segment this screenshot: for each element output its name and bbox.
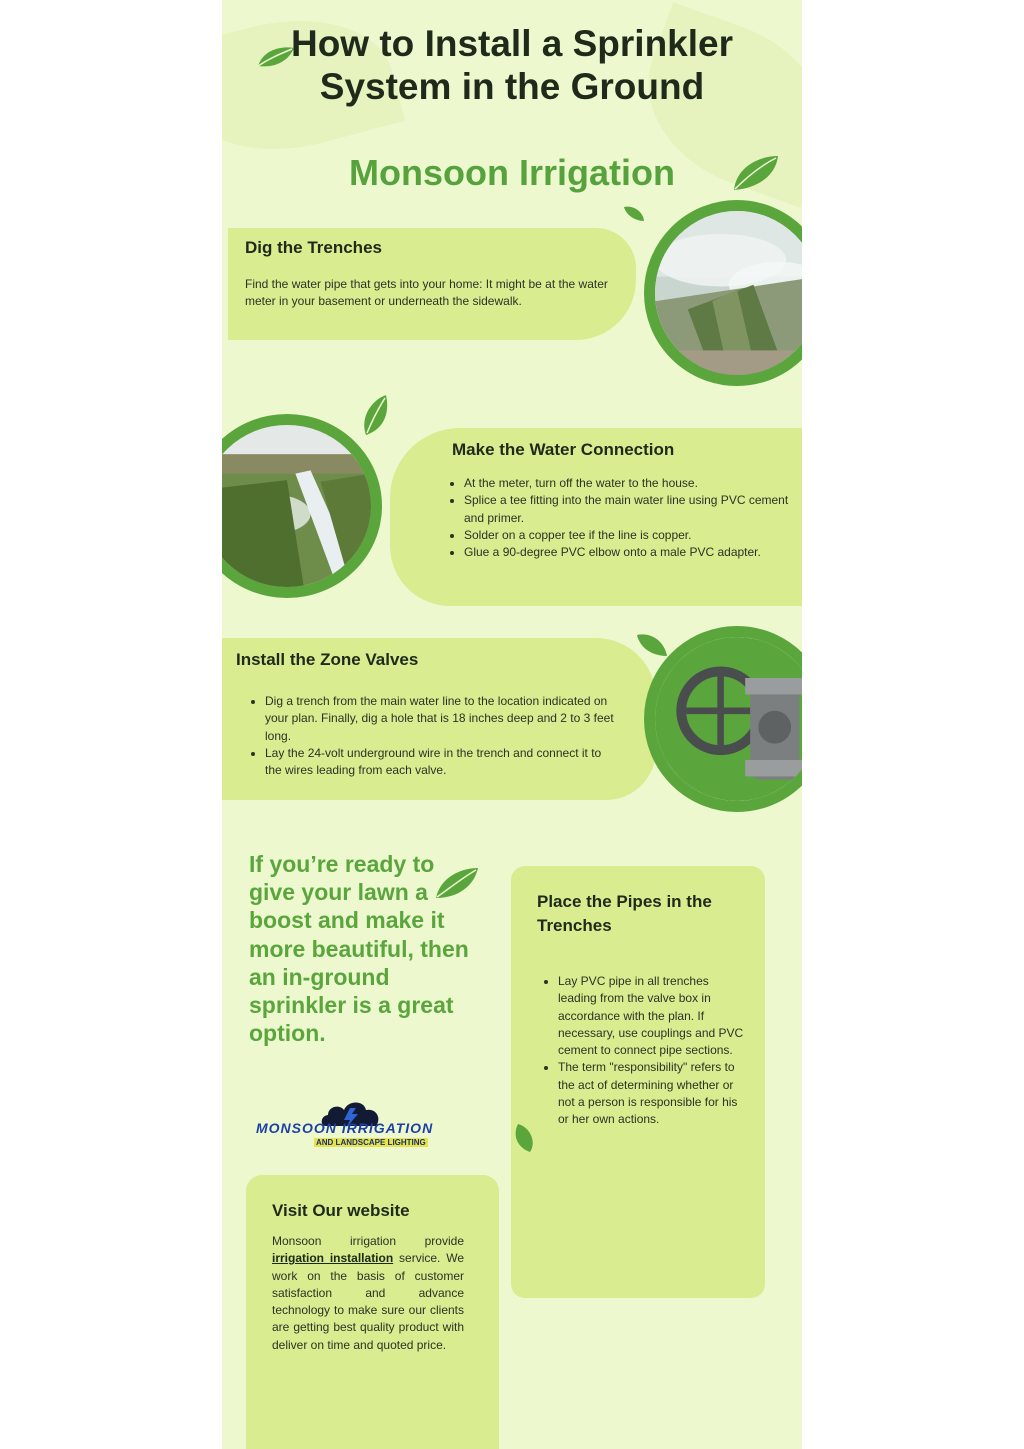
step-zone-valves-panel <box>222 638 656 800</box>
bullet-item: • Dig a trench from the main water line to the location indicated on your plan. Finally, dig a hole that is 18 inches deep and 2 to 3 feet long. <box>265 693 615 745</box>
website-body <box>272 1233 464 1354</box>
step-body: Find the water pipe that gets into your home: It might be at the water meter in your basement or underneath the sidewalk. <box>245 277 608 309</box>
brand-name: Monsoon Irrigation <box>349 152 675 193</box>
promo-text: If you’re ready to give your lawn a boost and make it more beautiful, then an in-ground sprinkler is a great option. <box>249 851 469 1047</box>
website-body-text: service. We work on the basis of customer satisfaction and advance technology to make sure our clients are getting best quality product with deliver on time and quoted price. <box>272 1251 464 1352</box>
website-body-text: Monsoon irrigation provide <box>272 1234 464 1248</box>
page-title <box>222 22 802 108</box>
step-heading: Dig the Trenches <box>245 238 382 257</box>
leaf-icon <box>434 866 480 900</box>
bullet-item: • Lay PVC pipe in all trenches leading from the valve box in accordance with the plan. If necessary, use couplings and PVC cement to connect pipe sections. <box>558 973 744 1059</box>
step-heading: Make the Water Connection <box>452 440 675 459</box>
logo-tagline: AND LANDSCAPE LIGHTING <box>316 1138 426 1147</box>
logo-text: MONSOON IRRIGATION <box>256 1120 434 1136</box>
leaf-icon <box>623 205 645 223</box>
leaf-icon <box>256 44 296 70</box>
step-bullets <box>447 475 794 561</box>
visit-website-panel <box>246 1175 499 1449</box>
monsoon-irrigation-logo <box>256 1098 466 1153</box>
bullet-item: • At the meter, turn off the water to the house. <box>464 475 794 492</box>
leaf-icon <box>636 632 668 658</box>
title-line-2: System in the Ground <box>319 66 705 107</box>
website-heading: Visit Our website <box>272 1201 410 1220</box>
bullet-item: • Splice a tee fitting into the main water line using PVC cement and primer. <box>464 492 794 527</box>
step-bullets <box>541 973 744 1129</box>
step-heading: Place the Pipes in the Trenches <box>537 892 712 935</box>
sprinkler-marsh-photo <box>222 414 382 598</box>
leaf-icon <box>732 154 780 192</box>
step-dig-trenches-panel <box>228 228 636 340</box>
bullet-item: • The term "responsibility" refers to the act of determining whether or not a person is responsible for his or her own actions. <box>558 1059 744 1128</box>
sprinkler-field-photo <box>644 200 802 386</box>
step-heading: Install the Zone Valves <box>236 650 419 669</box>
bullet-item: • Solder on a copper tee if the line is copper. <box>464 527 794 544</box>
leaf-icon <box>360 393 390 437</box>
step-place-pipes-panel <box>511 866 765 1298</box>
step-bullets <box>248 693 615 779</box>
bullet-item: • Glue a 90-degree PVC elbow onto a male PVC adapter. <box>464 544 794 561</box>
infographic <box>222 0 802 1449</box>
leaf-icon <box>512 1122 536 1154</box>
title-line-1: How to Install a Sprinkler <box>290 23 734 64</box>
bullet-item: • Lay the 24-volt underground wire in the trench and connect it to the wires leading from each valve. <box>265 745 615 780</box>
step-water-connection-panel <box>390 428 802 606</box>
irrigation-installation-link[interactable]: irrigation installation <box>272 1251 394 1266</box>
